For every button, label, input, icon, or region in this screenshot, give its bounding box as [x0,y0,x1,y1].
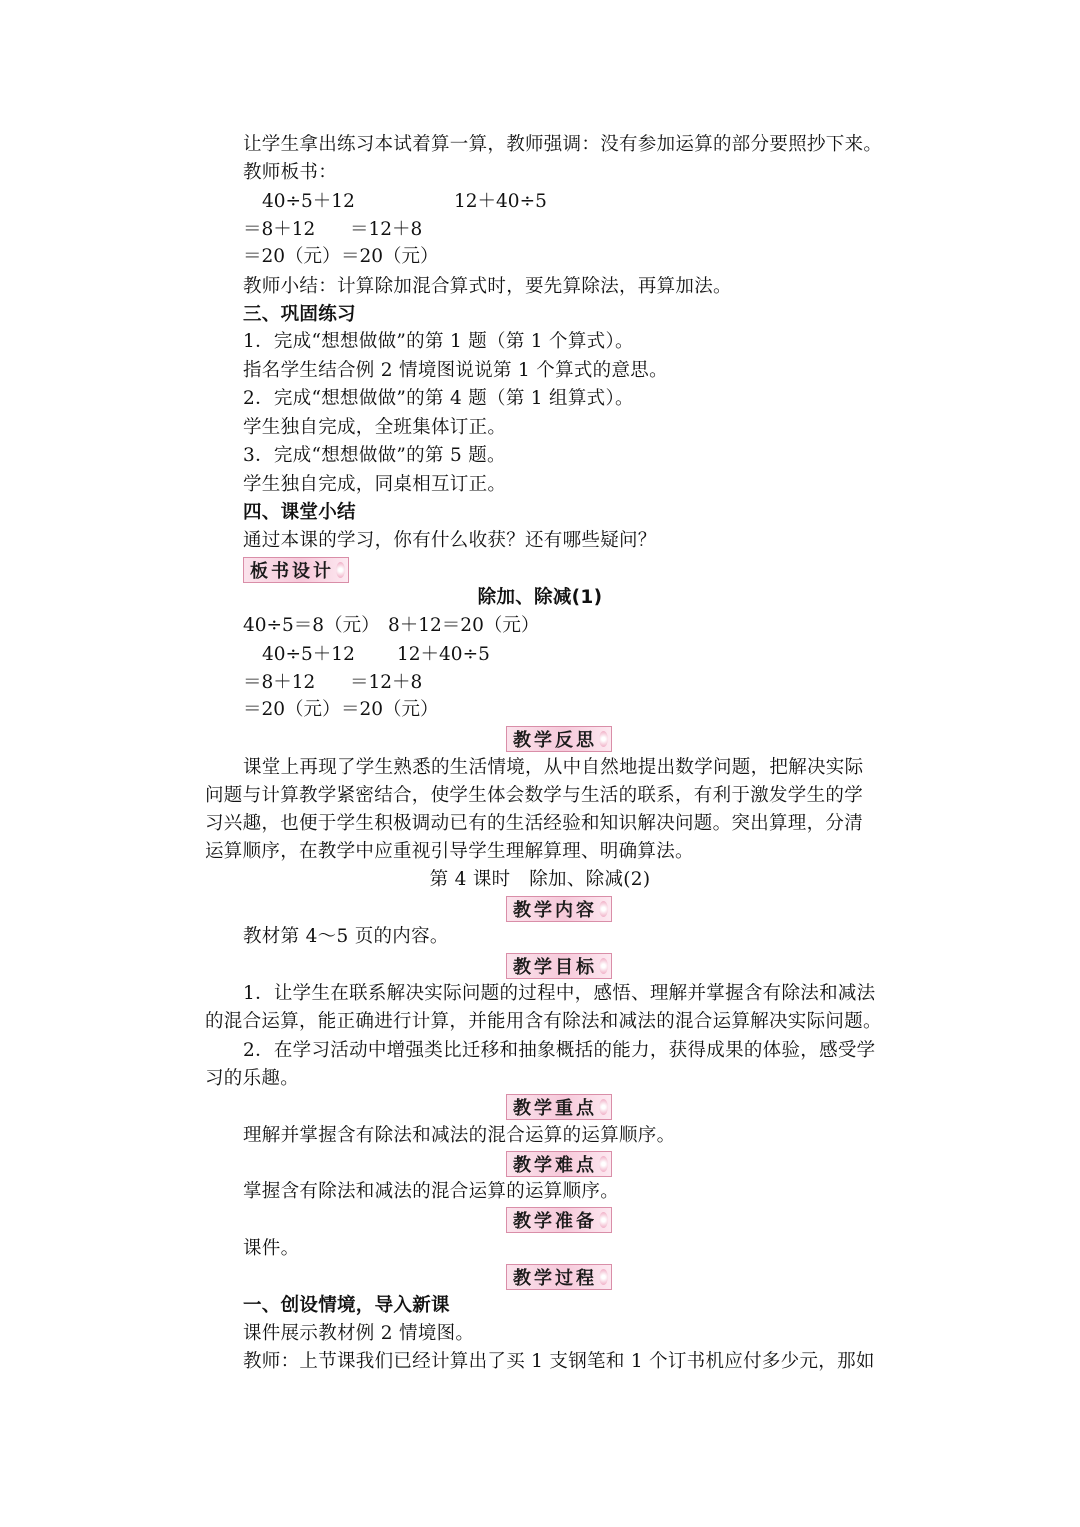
flower-icon [336,562,345,578]
math-expr: ＝8＋12 [243,672,316,693]
text-line: 教材第 4～5 页的内容。 [243,926,449,947]
flower-icon [599,731,608,747]
flower-icon [599,1269,608,1285]
text-line: 问题与计算教学紧密结合，使学生体会数学与生活的联系，有利于激发学生的学 [205,785,864,806]
key-badge: 教学重点 [506,1094,612,1120]
board-design-badge: 板书设计 [243,557,349,583]
math-expr: ＝20（元） [341,246,439,267]
text-line: 课件。 [243,1238,300,1259]
flower-icon [599,1156,608,1172]
text-line: 1．让学生在联系解决实际问题的过程中，感悟、理解并掌握含有除法和减法 [243,983,876,1004]
text-line: 2．完成“想想做做”的第 4 题（第 1 组算式）。 [243,388,634,409]
math-expr: 12＋40÷5 [397,644,490,665]
section-heading: 三、巩固练习 [243,304,356,325]
text-line: 运算顺序，在教学中应重视引导学生理解算理、明确算法。 [205,841,694,862]
text-line: 习的乐趣。 [205,1068,300,1089]
text-line: 课堂上再现了学生熟悉的生活情境，从中自然地提出数学问题，把解决实际 [243,757,864,778]
text-line: 掌握含有除法和减法的混合运算的运算顺序。 [243,1181,620,1202]
math-expr: ＝8＋12 [243,219,316,240]
flower-icon [599,1212,608,1228]
flower-icon [599,901,608,917]
lesson-title: 第 4 课时 除加、除减(2) [429,869,651,890]
text-line: 学生独自完成，同桌相互订正。 [243,474,507,495]
section-heading: 一、创设情境，导入新课 [243,1295,450,1316]
text-line: 1．完成“想想做做”的第 1 题（第 1 个算式）。 [243,331,634,352]
goal-badge: 教学目标 [506,953,612,979]
math-expr: ＝20（元） [243,699,341,720]
text-line: 2．在学习活动中增强类比迁移和抽象概括的能力，获得成果的体验，感受学 [243,1040,876,1061]
section-heading: 四、课堂小结 [243,502,356,523]
text-line: 学生独自完成，全班集体订正。 [243,417,507,438]
text-line: 让学生拿出练习本试着算一算，教师强调：没有参加运算的部分要照抄下来。 [243,134,883,155]
math-expr: ＝20（元） [341,699,439,720]
text-line: 教师小结：计算除加混合算式时，要先算除法，再算加法。 [243,276,732,297]
text-line: 指名学生结合例 2 情境图说说第 1 个算式的意思。 [243,360,668,381]
flower-icon [599,1099,608,1115]
math-expr: ＝12＋8 [350,219,423,240]
math-expr: ＝12＋8 [350,672,423,693]
text-line: 教师：上节课我们已经计算出了买 1 支钢笔和 1 个订书机应付多少元，那如 [243,1351,875,1372]
difficulty-badge: 教学难点 [506,1151,612,1177]
text-line: 理解并掌握含有除法和减法的混合运算的运算顺序。 [243,1125,676,1146]
reflection-badge: 教学反思 [506,726,612,752]
text-line: 课件展示教材例 2 情境图。 [243,1323,475,1344]
text-line: 教师板书： [243,162,338,183]
math-expr: 40÷5＝8（元） [243,615,380,636]
math-expr: 12＋40÷5 [454,191,547,212]
text-line: 的混合运算，能正确进行计算，并能用含有除法和减法的混合运算解决实际问题。 [205,1011,882,1032]
math-expr: 40÷5＋12 [262,191,355,212]
text-line: 习兴趣，也便于学生积极调动已有的生活经验和知识解决问题。突出算理，分清 [205,813,864,834]
process-badge: 教学过程 [506,1264,612,1290]
math-expr: 8＋12＝20（元） [388,615,540,636]
text-line: 3．完成“想想做做”的第 5 题。 [243,445,506,466]
math-expr: ＝20（元） [243,246,341,267]
math-expr: 40÷5＋12 [262,644,355,665]
flower-icon [599,958,608,974]
content-badge: 教学内容 [506,896,612,922]
text-line: 通过本课的学习，你有什么收获？还有哪些疑问？ [243,530,657,551]
board-title: 除加、除减(1) [477,587,603,608]
prep-badge: 教学准备 [506,1207,612,1233]
